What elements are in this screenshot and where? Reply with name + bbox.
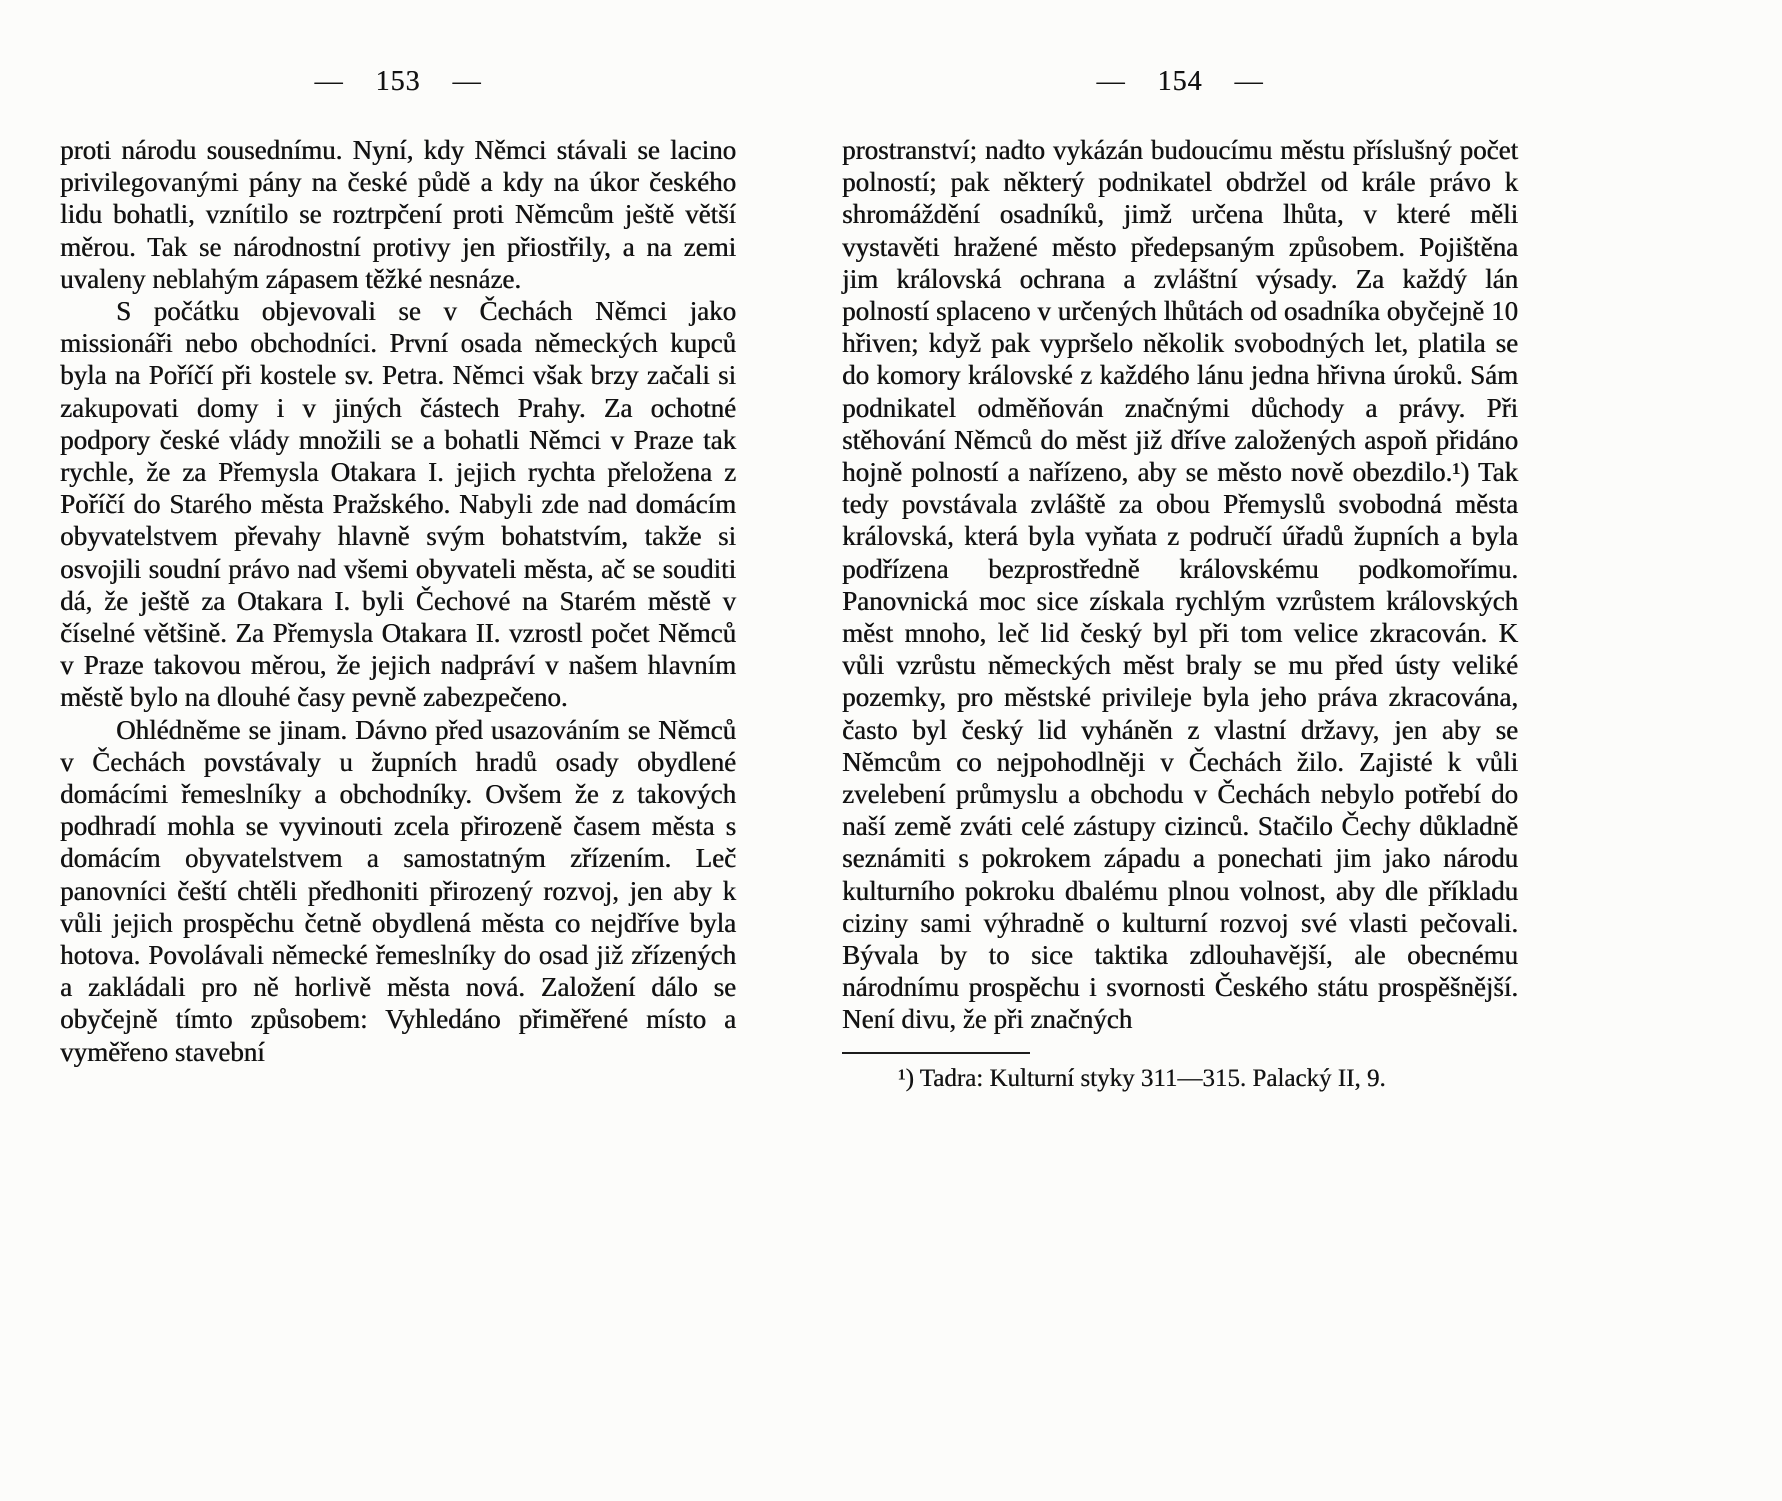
page-153-body (60, 134, 736, 1068)
paragraph: proti národu sousednímu. Nyní, kdy Němci stávali se lacino privilegovanými pány na české půdě a kdy na úkor českého lidu bohatli, vznítilo se roztrpčení proti Němcům ještě větší měrou. Tak se národnostní protivy jen přiostřily, a na zemi uvaleny neblahým zápasem těžké nesnáze. (60, 135, 736, 294)
page-153 (60, 66, 736, 1068)
page-154 (842, 66, 1518, 1094)
paragraph: prostranství; nadto vykázán budoucímu městu příslušný počet polností; pak některý podnikatel obdržel od krále právo k shromáždění osadníků, jimž určena lhůta, v které měli vystavěti hražené město předepsaným způsobem. Pojištěna jim královská ochrana a zvláštní výsady. Za každý lán polností splaceno v určených lhůtách od osadníka obyčejně 10 hřiven; když pak vypršelo několik svobodných let, platila se do komory královské z každého lánu jedna hřivna úroků. Sám podnikatel odměňován značnými důchody a právy. Při stěhování Němců do měst již dříve založených aspoň přidáno hojně polností a nařízeno, aby se město nově obezdilo.¹) Tak tedy povstávala zvláště za obou Přemyslů svobodná města královská, která byla vyňata z područí úřadů župních a byla podřízena bezprostředně královskému podkomořímu. Panovnická moc sice získala rychlým vzrůstem královských měst mnoho, leč lid český byl při tom velice zkracován. K vůli vzrůstu německých měst braly se mu před ústy veliké pozemky, pro městské privileje byla jeho práva zkracována, často byl český lid vyháněn z vlastní državy, jen aby se Němcům co nejpohodlněji v Čechách žilo. Zajisté k vůli zvelebení průmyslu a obchodu v Čechách nebylo potřebí do naší země zváti celé zástupy cizinců. Stačilo Čechy důkladně seznámiti s pokrokem západu a ponechati jim jako národu kulturního pokroku dbalému plnou volnost, aby dle příkladu ciziny sami výhradně o kulturní rozvoj své vlasti pečovali. Bývala by to sice taktika zdlouhavější, ale obecnému národnímu prospěchu i svornosti Českého státu prospěšnější. Není divu, že při značných (842, 135, 1518, 1035)
page-154-body (842, 134, 1518, 1036)
page-number-header-153: — 153 — (314, 66, 482, 97)
page-number-header-154: — 154 — (1096, 66, 1264, 97)
footnote: ¹) Tadra: Kulturní styky 311—315. Palacký II, 9. (898, 1064, 1386, 1092)
paragraph: S počátku objevovali se v Čechách Němci jako missionáři nebo obchodníci. První osada německých kupců byla na Poříčí při kostele sv. Petra. Němci však brzy začali si zakupovati domy i v jiných částech Prahy. Za ochotné podpory české vlády množili se a bohatli Němci v Praze tak rychle, že za Přemysla Otakara I. jejich rychta přeložena z Poříčí do Starého města Pražského. Nabyli zde nad domácím obyvatelstvem převahy hlavně svým bohatstvím, takže si osvojili soudní právo nad všemi obyvateli města, ač se souditi dá, že ještě za Otakara I. byli Čechové na Starém městě v číselné většině. Za Přemysla Otakara II. vzrostl počet Němců v Praze takovou měrou, že jejich nadpráví v našem hlavním městě bylo na dlouhé časy pevně zabezpečeno. (60, 296, 736, 713)
paragraph: Ohlédněme se jinam. Dávno před usazováním se Němců v Čechách povstávaly u župních hradů osady obydlené domácími řemeslníky a obchodníky. Ovšem že z takových podhradí mohla se vyvinouti zcela přirozeně časem města s domácím obyvatelstvem a samostatným zřízením. Leč panovníci čeští chtěli předhoniti přirozený rozvoj, jen aby k vůli jejich prospěchu četně obydlená města co nejdříve byla hotova. Povolávali německé řemeslníky do osad již zřízených a zakládali pro ně horlivě města nová. Založení dálo se obyčejně tímto způsobem: Vyhledáno přiměřené místo a vyměřeno stavební (60, 714, 736, 1067)
footnote-rule (842, 1052, 1030, 1054)
